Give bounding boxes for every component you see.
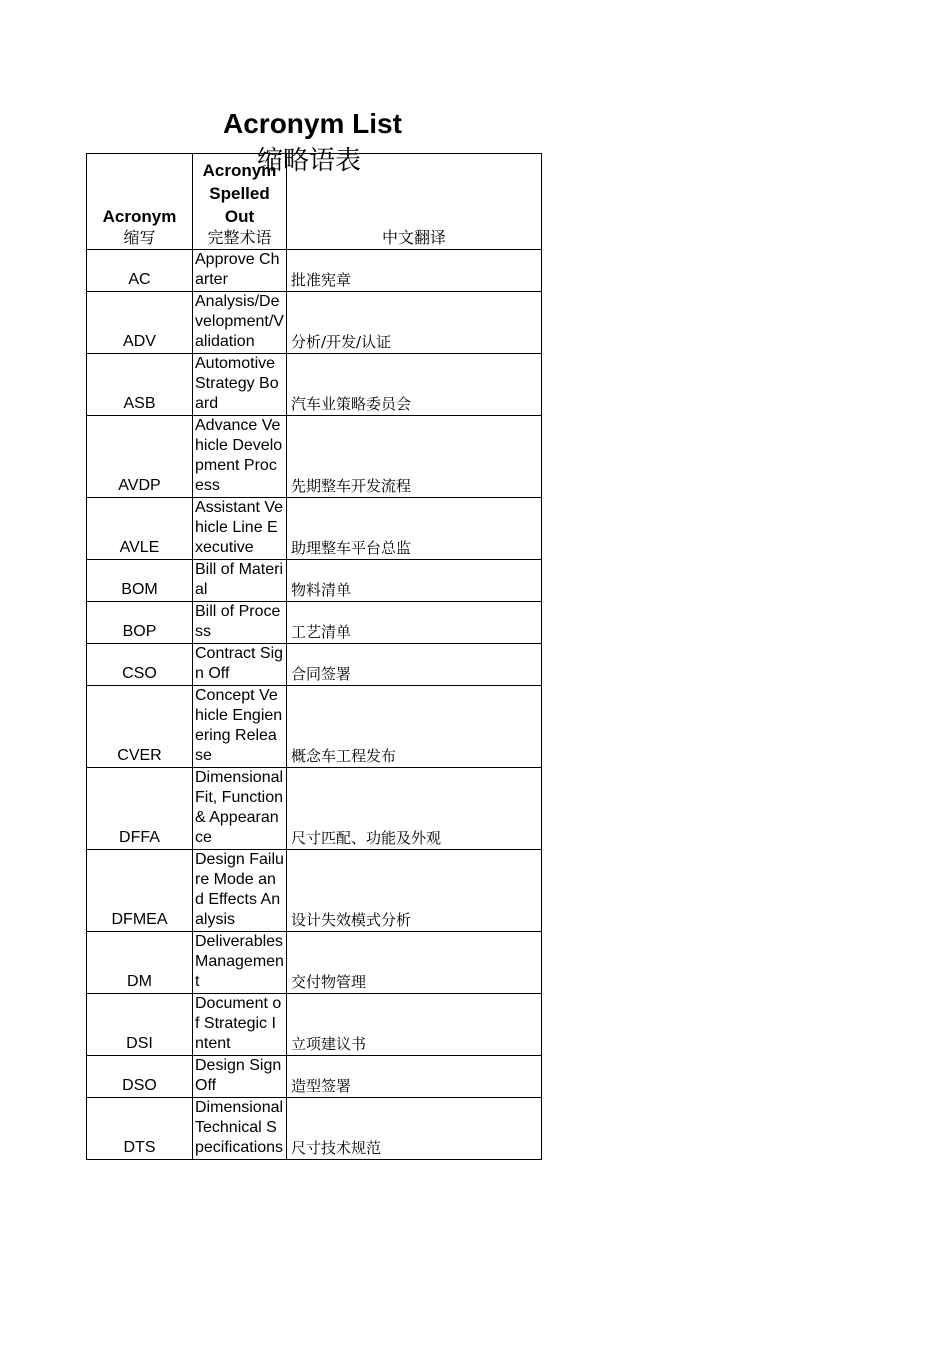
acronym-cell: BOM xyxy=(87,560,193,602)
chinese-translation-cell: 造型签署 xyxy=(287,1056,542,1098)
table-row xyxy=(87,850,542,932)
spelled-out-cell: Assistant Vehicle Line Executive xyxy=(193,498,287,560)
spelled-out-cell: Design Sign Off xyxy=(193,1056,287,1098)
acronym-cell: ADV xyxy=(87,292,193,354)
acronym-cell: AC xyxy=(87,250,193,292)
table-row xyxy=(87,686,542,768)
acronym-cell: DFMEA xyxy=(87,850,193,932)
chinese-translation-cell: 分析/开发/认证 xyxy=(287,292,542,354)
chinese-translation-cell: 概念车工程发布 xyxy=(287,686,542,768)
acronym-cell: DTS xyxy=(87,1098,193,1160)
acronym-cell: DSO xyxy=(87,1056,193,1098)
chinese-translation-cell: 物料清单 xyxy=(287,560,542,602)
header-acronym-cn: 缩写 xyxy=(123,228,156,247)
table-row xyxy=(87,292,542,354)
acronym-table xyxy=(86,153,542,1160)
chinese-translation-cell: 汽车业策略委员会 xyxy=(287,354,542,416)
table-row xyxy=(87,768,542,850)
chinese-translation-cell: 尺寸匹配、功能及外观 xyxy=(287,768,542,850)
spelled-out-cell: Analysis/Development/Validation xyxy=(193,292,287,354)
header-translation-cn: 中文翻译 xyxy=(381,228,446,247)
acronym-cell: CVER xyxy=(87,686,193,768)
table-row xyxy=(87,416,542,498)
chinese-translation-cell: 尺寸技术规范 xyxy=(287,1098,542,1160)
header-spelled-en: Acronym Spelled Out xyxy=(202,161,277,226)
spelled-out-cell: Dimensional Fit, Function & Appearance xyxy=(193,768,287,850)
acronym-cell: BOP xyxy=(87,602,193,644)
spelled-out-cell: Deliverables Management xyxy=(193,932,287,994)
chinese-translation-cell: 设计失效模式分析 xyxy=(287,850,542,932)
table-row xyxy=(87,602,542,644)
table-row xyxy=(87,932,542,994)
spelled-out-cell: Design Failure Mode and Effects Analysis xyxy=(193,850,287,932)
chinese-translation-cell: 助理整车平台总监 xyxy=(287,498,542,560)
spelled-out-cell: Approve Charter xyxy=(193,250,287,292)
acronym-cell: DM xyxy=(87,932,193,994)
acronym-cell: AVLE xyxy=(87,498,193,560)
page-title: Acronym List xyxy=(223,108,402,139)
table-row xyxy=(87,644,542,686)
acronym-cell: CSO xyxy=(87,644,193,686)
table-row xyxy=(87,560,542,602)
spelled-out-cell: Dimensional Technical Specifications xyxy=(193,1098,287,1160)
spelled-out-cell: Bill of Material xyxy=(193,560,287,602)
chinese-translation-cell: 合同签署 xyxy=(287,644,542,686)
table-row xyxy=(87,250,542,292)
spelled-out-cell: Concept Vehicle Engienering Release xyxy=(193,686,287,768)
chinese-translation-cell: 立项建议书 xyxy=(287,994,542,1056)
chinese-translation-cell: 先期整车开发流程 xyxy=(287,416,542,498)
chinese-translation-cell: 交付物管理 xyxy=(287,932,542,994)
spelled-out-cell: Automotive Strategy Board xyxy=(193,354,287,416)
chinese-translation-cell: 工艺清单 xyxy=(287,602,542,644)
page-subtitle: 缩略语表 xyxy=(257,146,362,176)
table-row xyxy=(87,498,542,560)
header-acronym xyxy=(87,154,193,250)
table-row xyxy=(87,354,542,416)
table-row xyxy=(87,994,542,1056)
acronym-cell: ASB xyxy=(87,354,193,416)
acronym-cell: DSI xyxy=(87,994,193,1056)
table-row xyxy=(87,1098,542,1160)
acronym-cell: DFFA xyxy=(87,768,193,850)
table-row xyxy=(87,1056,542,1098)
acronym-cell: AVDP xyxy=(87,416,193,498)
spelled-out-cell: Contract Sign Off xyxy=(193,644,287,686)
spelled-out-cell: Document of Strategic Intent xyxy=(193,994,287,1056)
chinese-translation-cell: 批准宪章 xyxy=(287,250,542,292)
spelled-out-cell: Bill of Process xyxy=(193,602,287,644)
header-acronym-en: Acronym xyxy=(102,207,177,226)
spelled-out-cell: Advance Vehicle Development Process xyxy=(193,416,287,498)
header-spelled-cn: 完整术语 xyxy=(207,228,272,247)
